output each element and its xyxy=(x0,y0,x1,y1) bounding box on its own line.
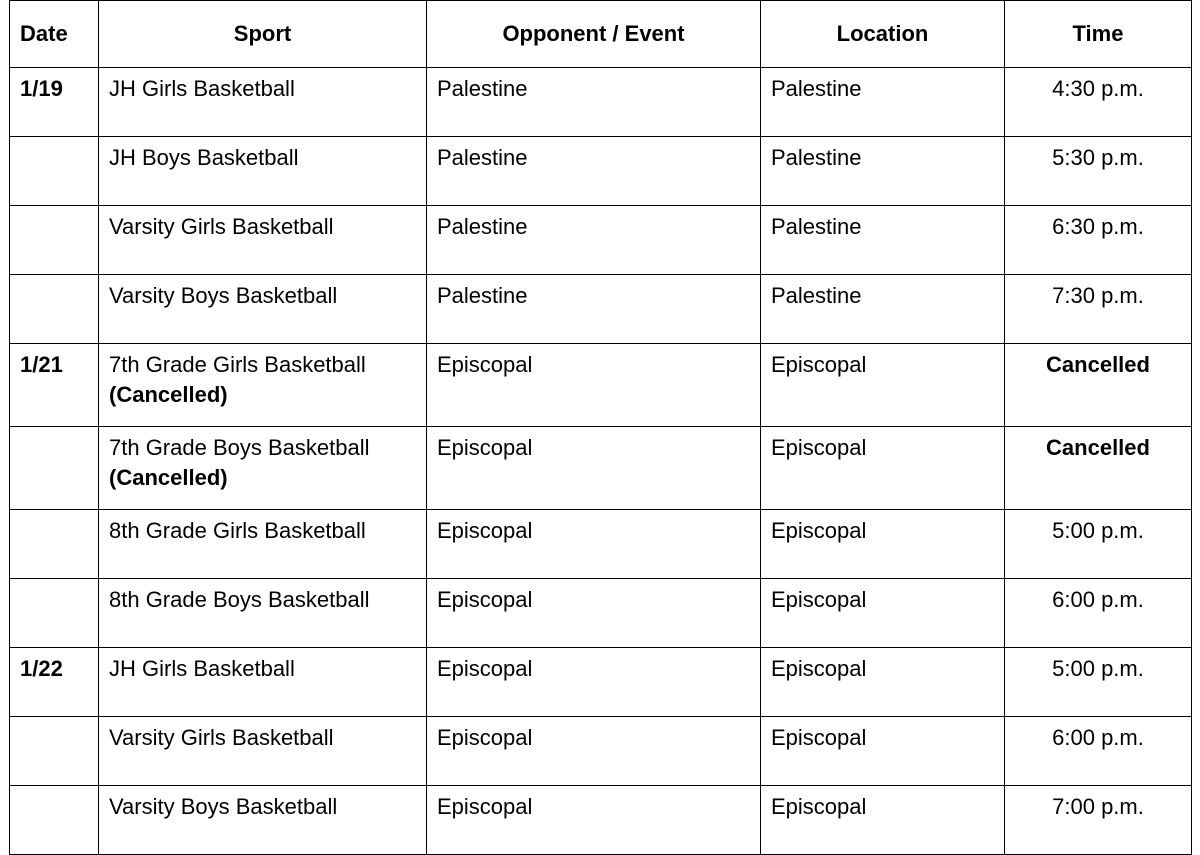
location-cell: Episcopal xyxy=(761,344,1005,427)
time-cell: Cancelled xyxy=(1005,344,1192,427)
header-row xyxy=(10,1,1192,68)
time-cell: 5:00 p.m. xyxy=(1005,648,1192,717)
sport-cell xyxy=(99,510,427,579)
table-row xyxy=(10,717,1192,786)
location-cell: Palestine xyxy=(761,275,1005,344)
opponent-cell: Episcopal xyxy=(427,648,761,717)
date-cell: 1/19 xyxy=(10,68,99,137)
header-sport: Sport xyxy=(99,1,427,68)
sport-label: JH Girls Basketball xyxy=(109,76,295,101)
date-cell xyxy=(10,275,99,344)
sport-cell xyxy=(99,786,427,855)
table-row xyxy=(10,786,1192,855)
time-cell: 5:00 p.m. xyxy=(1005,510,1192,579)
sport-cancelled-note: (Cancelled) xyxy=(109,465,228,490)
location-cell: Episcopal xyxy=(761,648,1005,717)
sport-label: 7th Grade Boys Basketball xyxy=(109,435,370,460)
sport-cell xyxy=(99,579,427,648)
sport-label: 7th Grade Girls Basketball xyxy=(109,352,366,377)
location-cell: Palestine xyxy=(761,137,1005,206)
time-cell: 6:00 p.m. xyxy=(1005,717,1192,786)
location-cell: Palestine xyxy=(761,206,1005,275)
sport-cell xyxy=(99,648,427,717)
sport-cell xyxy=(99,68,427,137)
location-cell: Episcopal xyxy=(761,427,1005,510)
location-cell: Episcopal xyxy=(761,579,1005,648)
table-row xyxy=(10,344,1192,427)
sport-cell xyxy=(99,206,427,275)
opponent-cell: Episcopal xyxy=(427,427,761,510)
sport-label: 8th Grade Girls Basketball xyxy=(109,518,366,543)
opponent-cell: Palestine xyxy=(427,275,761,344)
sport-label: Varsity Boys Basketball xyxy=(109,283,338,308)
date-cell: 1/22 xyxy=(10,648,99,717)
sport-label: Varsity Girls Basketball xyxy=(109,214,334,239)
time-cell: 7:00 p.m. xyxy=(1005,786,1192,855)
sport-cell xyxy=(99,137,427,206)
sport-label: Varsity Boys Basketball xyxy=(109,794,338,819)
time-cell: 5:30 p.m. xyxy=(1005,137,1192,206)
date-cell xyxy=(10,137,99,206)
sport-cancelled-note: (Cancelled) xyxy=(109,382,228,407)
opponent-cell: Palestine xyxy=(427,137,761,206)
date-cell xyxy=(10,206,99,275)
location-cell: Palestine xyxy=(761,68,1005,137)
date-cell: 1/21 xyxy=(10,344,99,427)
time-cell: 7:30 p.m. xyxy=(1005,275,1192,344)
time-cell: 4:30 p.m. xyxy=(1005,68,1192,137)
opponent-cell: Episcopal xyxy=(427,510,761,579)
sport-label: JH Boys Basketball xyxy=(109,145,299,170)
table-row xyxy=(10,648,1192,717)
location-cell: Episcopal xyxy=(761,510,1005,579)
sport-cell xyxy=(99,427,427,510)
opponent-cell: Episcopal xyxy=(427,579,761,648)
sport-cell xyxy=(99,275,427,344)
header-location: Location xyxy=(761,1,1005,68)
table-row xyxy=(10,510,1192,579)
opponent-cell: Episcopal xyxy=(427,717,761,786)
opponent-cell: Palestine xyxy=(427,68,761,137)
table-row xyxy=(10,137,1192,206)
sport-label: Varsity Girls Basketball xyxy=(109,725,334,750)
time-cell: 6:00 p.m. xyxy=(1005,579,1192,648)
time-cell: 6:30 p.m. xyxy=(1005,206,1192,275)
table-row xyxy=(10,579,1192,648)
time-cell: Cancelled xyxy=(1005,427,1192,510)
opponent-cell: Episcopal xyxy=(427,344,761,427)
location-cell: Episcopal xyxy=(761,786,1005,855)
table-row xyxy=(10,206,1192,275)
header-date: Date xyxy=(10,1,99,68)
sport-cell xyxy=(99,344,427,427)
schedule-table xyxy=(9,0,1192,855)
table-row xyxy=(10,275,1192,344)
date-cell xyxy=(10,717,99,786)
table-row xyxy=(10,68,1192,137)
date-cell xyxy=(10,510,99,579)
header-time: Time xyxy=(1005,1,1192,68)
schedule-body xyxy=(10,68,1192,855)
date-cell xyxy=(10,786,99,855)
date-cell xyxy=(10,427,99,510)
location-cell: Episcopal xyxy=(761,717,1005,786)
header-opponent: Opponent / Event xyxy=(427,1,761,68)
sport-cell xyxy=(99,717,427,786)
sport-label: JH Girls Basketball xyxy=(109,656,295,681)
opponent-cell: Episcopal xyxy=(427,786,761,855)
date-cell xyxy=(10,579,99,648)
sport-label: 8th Grade Boys Basketball xyxy=(109,587,370,612)
table-row xyxy=(10,427,1192,510)
opponent-cell: Palestine xyxy=(427,206,761,275)
